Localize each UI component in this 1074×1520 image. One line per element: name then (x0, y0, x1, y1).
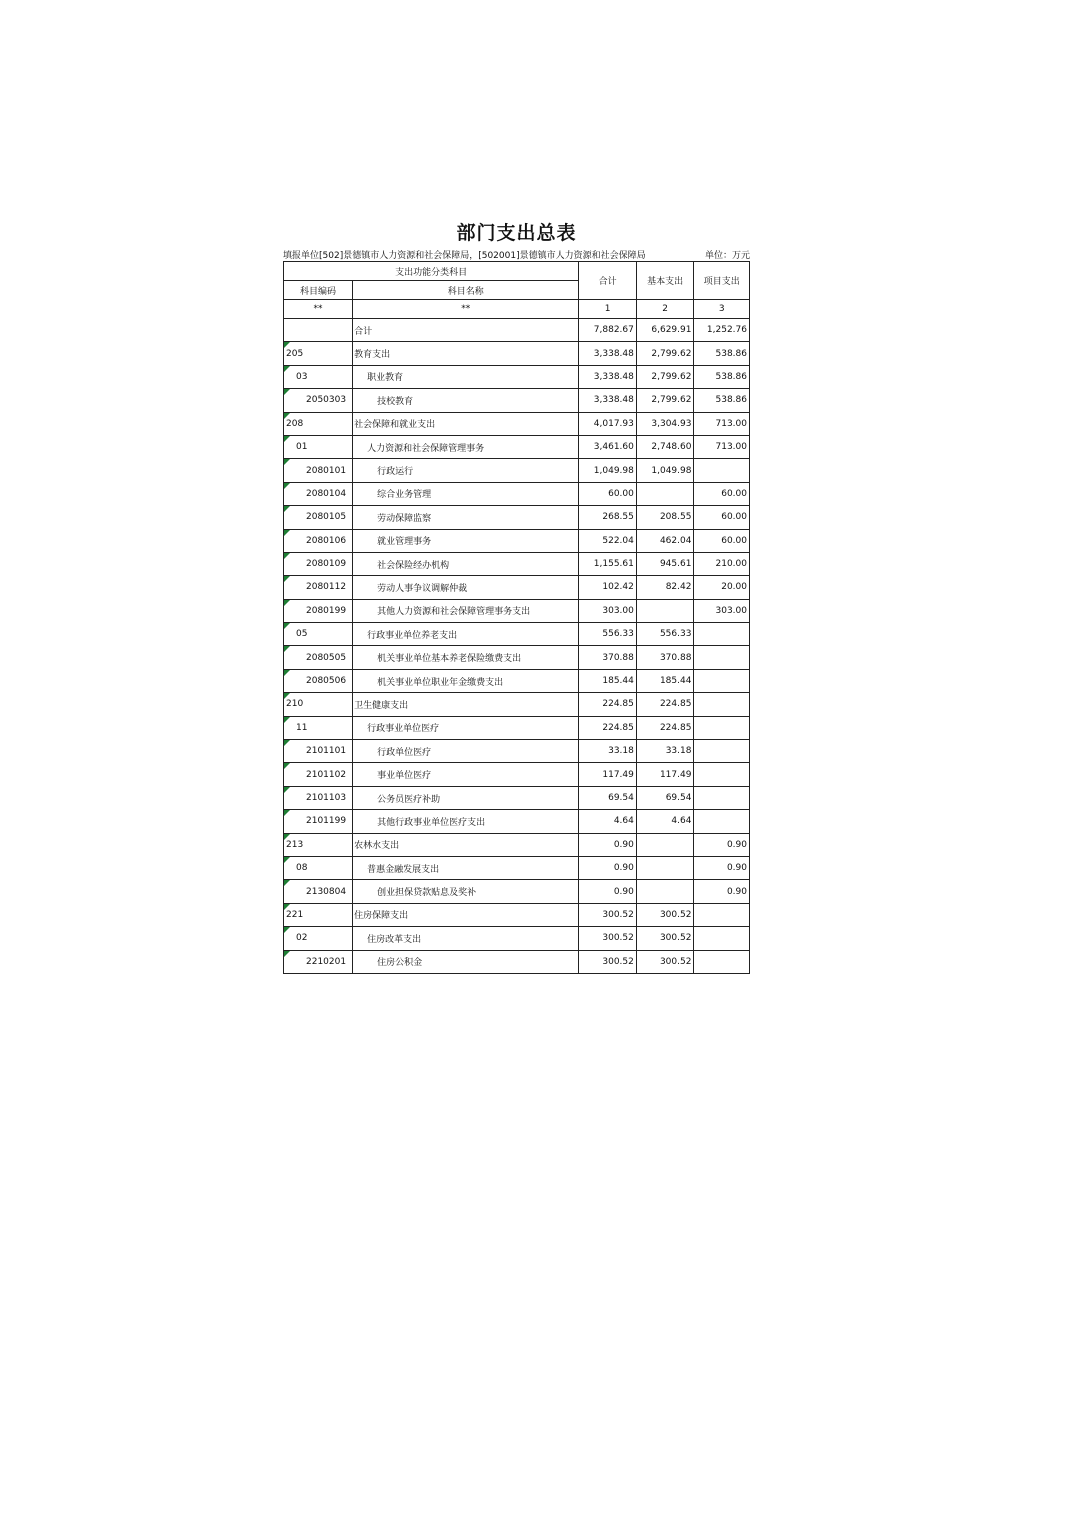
subject-code-cell: 2101102 (284, 763, 353, 786)
table-row (284, 412, 750, 435)
table-row (284, 529, 750, 552)
total-cell: 102.42 (579, 576, 637, 599)
subject-code-cell: 2080101 (284, 459, 353, 482)
total-cell: 300.52 (579, 927, 637, 950)
total-cell: 117.49 (579, 763, 637, 786)
expense-table (283, 261, 750, 974)
table-row (284, 763, 750, 786)
subject-name-cell: 卫生健康支出 (353, 693, 579, 716)
total-cell: 4.64 (579, 810, 637, 833)
table-row (284, 740, 750, 763)
table-row (284, 623, 750, 646)
project-expense-cell (694, 950, 750, 973)
unit-line (283, 248, 750, 260)
project-expense-cell (694, 786, 750, 809)
subject-code-cell: 205 (284, 342, 353, 365)
subject-code-cell: 01 (284, 435, 353, 458)
subject-code-cell: 2130804 (284, 880, 353, 903)
table-row (284, 576, 750, 599)
subject-name-cell: 劳动保障监察 (353, 506, 579, 529)
project-expense-cell: 538.86 (694, 342, 750, 365)
project-expense-cell (694, 740, 750, 763)
basic-expense-cell: 224.85 (636, 693, 694, 716)
subject-name-cell: 行政事业单位医疗 (353, 716, 579, 739)
subject-name-cell: 机关事业单位职业年金缴费支出 (353, 669, 579, 692)
project-expense-cell: 713.00 (694, 412, 750, 435)
basic-expense-cell: 300.52 (636, 927, 694, 950)
total-cell: 185.44 (579, 669, 637, 692)
project-expense-cell: 60.00 (694, 506, 750, 529)
basic-expense-cell: 69.54 (636, 786, 694, 809)
basic-expense-cell: 82.42 (636, 576, 694, 599)
subject-code-cell: 2101103 (284, 786, 353, 809)
subject-code-cell: 221 (284, 903, 353, 926)
total-cell: 60.00 (579, 482, 637, 505)
basic-expense-cell (636, 833, 694, 856)
total-cell: 300.52 (579, 950, 637, 973)
subject-code-cell: 03 (284, 365, 353, 388)
subject-name-cell: 职业教育 (353, 365, 579, 388)
page-title: 部门支出总表 (456, 222, 577, 244)
project-expense-cell (694, 903, 750, 926)
reporting-unit: 填报单位[502]景德镇市人力资源和社会保障局，[502001]景德镇市人力资源和社会保障局 (283, 251, 646, 260)
subject-name-cell: 普惠金融发展支出 (353, 856, 579, 879)
total-cell: 303.00 (579, 599, 637, 622)
total-cell: 0.90 (579, 880, 637, 903)
table-row (284, 856, 750, 879)
basic-expense-cell: 6,629.91 (636, 319, 694, 342)
subject-name-cell: 社会保障和就业支出 (353, 412, 579, 435)
project-expense-cell (694, 810, 750, 833)
total-cell: 3,461.60 (579, 435, 637, 458)
table-row (284, 810, 750, 833)
basic-expense-cell: 462.04 (636, 529, 694, 552)
project-expense-cell: 538.86 (694, 365, 750, 388)
table-row (284, 482, 750, 505)
basic-expense-cell: 208.55 (636, 506, 694, 529)
header-idx3: 3 (694, 300, 750, 319)
subject-name-cell: 其他人力资源和社会保障管理事务支出 (353, 599, 579, 622)
table-row (284, 950, 750, 973)
total-cell: 33.18 (579, 740, 637, 763)
subject-code-cell: 213 (284, 833, 353, 856)
project-expense-cell: 60.00 (694, 482, 750, 505)
basic-expense-cell: 4.64 (636, 810, 694, 833)
subject-code-cell: 210 (284, 693, 353, 716)
header-total: 合计 (579, 262, 637, 300)
subject-name-cell: 技校教育 (353, 389, 579, 412)
table-row (284, 459, 750, 482)
subject-code-cell: 2080506 (284, 669, 353, 692)
project-expense-cell: 210.00 (694, 552, 750, 575)
project-expense-cell: 303.00 (694, 599, 750, 622)
subject-code-cell: 2080106 (284, 529, 353, 552)
table-row (284, 599, 750, 622)
basic-expense-cell (636, 482, 694, 505)
total-cell: 0.90 (579, 856, 637, 879)
project-expense-cell (694, 693, 750, 716)
subject-name-cell: 事业单位医疗 (353, 763, 579, 786)
subject-name-cell: 住房公积金 (353, 950, 579, 973)
subject-code-cell: 05 (284, 623, 353, 646)
subject-code-cell: 208 (284, 412, 353, 435)
basic-expense-cell: 1,049.98 (636, 459, 694, 482)
subject-code-cell: 2050303 (284, 389, 353, 412)
basic-expense-cell: 2,799.62 (636, 389, 694, 412)
subject-code-cell: 2080199 (284, 599, 353, 622)
subject-code-cell: 2080105 (284, 506, 353, 529)
table-row (284, 786, 750, 809)
subject-name-cell: 创业担保贷款贴息及奖补 (353, 880, 579, 903)
subject-name-cell: 住房保障支出 (353, 903, 579, 926)
total-cell: 7,882.67 (579, 319, 637, 342)
total-cell: 556.33 (579, 623, 637, 646)
project-expense-cell (694, 763, 750, 786)
project-expense-cell: 0.90 (694, 856, 750, 879)
subject-name-cell: 综合业务管理 (353, 482, 579, 505)
project-expense-cell: 60.00 (694, 529, 750, 552)
total-cell: 4,017.93 (579, 412, 637, 435)
subject-name-cell: 农林水支出 (353, 833, 579, 856)
subject-name-cell: 就业管理事务 (353, 529, 579, 552)
table-row (284, 552, 750, 575)
table-row (284, 506, 750, 529)
unit-label: 单位：万元 (705, 248, 750, 260)
total-cell: 1,049.98 (579, 459, 637, 482)
basic-expense-cell: 2,748.60 (636, 435, 694, 458)
subject-name-cell: 劳动人事争议调解仲裁 (353, 576, 579, 599)
total-cell: 224.85 (579, 693, 637, 716)
project-expense-cell: 713.00 (694, 435, 750, 458)
header-code: 科目编码 (284, 281, 353, 300)
total-cell: 370.88 (579, 646, 637, 669)
subject-code-cell: 2080505 (284, 646, 353, 669)
basic-expense-cell: 556.33 (636, 623, 694, 646)
basic-expense-cell: 370.88 (636, 646, 694, 669)
basic-expense-cell: 300.52 (636, 950, 694, 973)
basic-expense-cell: 117.49 (636, 763, 694, 786)
header-name: 科目名称 (353, 281, 579, 300)
subject-code-cell: 2080109 (284, 552, 353, 575)
table-row (284, 342, 750, 365)
table-row (284, 389, 750, 412)
subject-name-cell: 合计 (353, 319, 579, 342)
total-cell: 3,338.48 (579, 389, 637, 412)
subject-code-cell: 2080112 (284, 576, 353, 599)
header-basic: 基本支出 (636, 262, 694, 300)
project-expense-cell: 0.90 (694, 833, 750, 856)
header-star-name: ** (353, 300, 579, 319)
subject-code-cell (284, 319, 353, 342)
project-expense-cell: 0.90 (694, 880, 750, 903)
table-row (284, 646, 750, 669)
subject-name-cell: 住房改革支出 (353, 927, 579, 950)
basic-expense-cell: 33.18 (636, 740, 694, 763)
subject-code-cell: 2101101 (284, 740, 353, 763)
project-expense-cell (694, 669, 750, 692)
project-expense-cell (694, 623, 750, 646)
subject-code-cell: 2210201 (284, 950, 353, 973)
header-project: 项目支出 (694, 262, 750, 300)
total-cell: 1,155.61 (579, 552, 637, 575)
basic-expense-cell (636, 856, 694, 879)
subject-name-cell: 机关事业单位基本养老保险缴费支出 (353, 646, 579, 669)
basic-expense-cell: 300.52 (636, 903, 694, 926)
header-idx2: 2 (636, 300, 694, 319)
subject-code-cell: 11 (284, 716, 353, 739)
table-row (284, 365, 750, 388)
subject-name-cell: 行政事业单位养老支出 (353, 623, 579, 646)
table-row (284, 669, 750, 692)
basic-expense-cell: 185.44 (636, 669, 694, 692)
total-cell: 3,338.48 (579, 342, 637, 365)
basic-expense-cell (636, 880, 694, 903)
subject-code-cell: 02 (284, 927, 353, 950)
subject-name-cell: 社会保险经办机构 (353, 552, 579, 575)
basic-expense-cell: 945.61 (636, 552, 694, 575)
subject-name-cell: 教育支出 (353, 342, 579, 365)
subject-name-cell: 人力资源和社会保障管理事务 (353, 435, 579, 458)
total-cell: 224.85 (579, 716, 637, 739)
header-star-code: ** (284, 300, 353, 319)
project-expense-cell: 20.00 (694, 576, 750, 599)
project-expense-cell: 538.86 (694, 389, 750, 412)
subject-code-cell: 2080104 (284, 482, 353, 505)
basic-expense-cell: 2,799.62 (636, 342, 694, 365)
header-group: 支出功能分类科目 (284, 262, 579, 281)
subject-name-cell: 行政单位医疗 (353, 740, 579, 763)
project-expense-cell (694, 716, 750, 739)
total-cell: 300.52 (579, 903, 637, 926)
table-row (284, 927, 750, 950)
project-expense-cell: 1,252.76 (694, 319, 750, 342)
project-expense-cell (694, 459, 750, 482)
project-expense-cell (694, 927, 750, 950)
total-cell: 522.04 (579, 529, 637, 552)
basic-expense-cell: 3,304.93 (636, 412, 694, 435)
table-row (284, 880, 750, 903)
total-cell: 69.54 (579, 786, 637, 809)
total-cell: 0.90 (579, 833, 637, 856)
table-row (284, 903, 750, 926)
basic-expense-cell (636, 599, 694, 622)
total-cell: 3,338.48 (579, 365, 637, 388)
subject-code-cell: 2101199 (284, 810, 353, 833)
table-row (284, 435, 750, 458)
table-row (284, 319, 750, 342)
table-row (284, 716, 750, 739)
subject-name-cell: 其他行政事业单位医疗支出 (353, 810, 579, 833)
total-cell: 268.55 (579, 506, 637, 529)
project-expense-cell (694, 646, 750, 669)
subject-name-cell: 行政运行 (353, 459, 579, 482)
basic-expense-cell: 2,799.62 (636, 365, 694, 388)
subject-code-cell: 08 (284, 856, 353, 879)
table-row (284, 693, 750, 716)
basic-expense-cell: 224.85 (636, 716, 694, 739)
subject-name-cell: 公务员医疗补助 (353, 786, 579, 809)
header-idx1: 1 (579, 300, 637, 319)
table-row (284, 833, 750, 856)
